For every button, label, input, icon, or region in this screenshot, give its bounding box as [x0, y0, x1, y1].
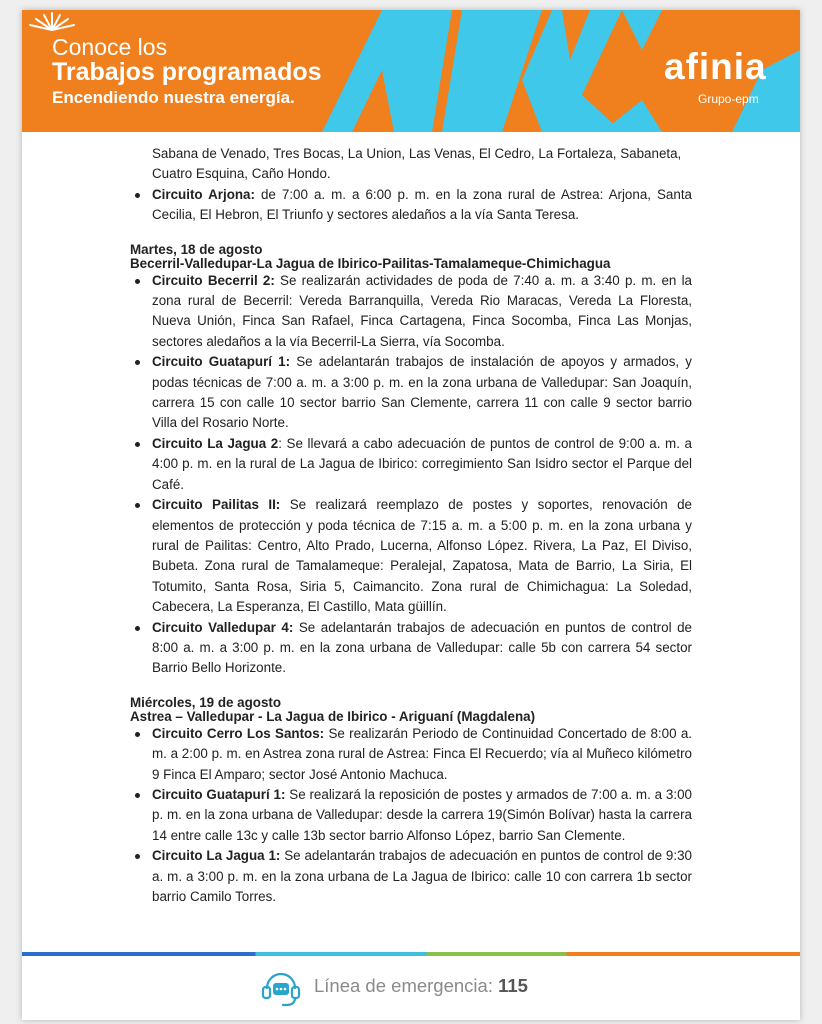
intro-list [130, 185, 692, 226]
circuit-details: Se realizarán Periodo de Continuidad Concertado de 8:00 a. m. a 2:00 p. m. en Astrea zona rural de Astrea: Finca El Recuerdo; vía al Muñeco kilómetro 9 Finca El Amparo; sector José Antonio Machuca. [152, 725, 692, 782]
list-item [130, 185, 692, 226]
section-day: Martes, 18 de agosto [130, 241, 263, 257]
color-divider [22, 952, 800, 956]
circuit-name: Circuito Valledupar 4: [152, 619, 294, 635]
circuit-details: Se realizarán actividades de poda de 7:40 a. m. a 3:40 p. m. en la zona rural de Becerril: Vereda Barranquilla, Vereda Rio Maracas, Vereda La Floresta, Nueva Unión, Finca San Rafael, Finca Cartagena, Finca Socomba, Finca Las Monjas, sectores aledaños a la vía Becerril-La Sierra, vía Socomba. [152, 272, 692, 349]
circuit-name: Circuito Guatapurí 1: [152, 354, 291, 370]
section-list [130, 724, 692, 908]
circuit-details: Se realizará reemplazo de postes y soportes, renovación de elementos de protección y poda técnica de 7:15 a. m. a 5:00 p. m. en la zona urbana y rural de Pailitas: Centro, Alto Prado, Lucerna, Alfonso López. Rivera, La Paz, El Diviso, Bubeta. Zona rural de Tamalameque: Peralejal, Zapatosa, Mata de Barrio, La Siria, El Totumito, Santa Rosa, Siria 5, Caimancito. Zona rural de Chimichagua: La Soledad, Cabecera, La Esperanza, El Castillo, Mata güillín. [152, 497, 692, 615]
circuit-details: de 7:00 a. m. a 6:00 p. m. en la zona rural de Astrea: Arjona, Santa Cecilia, El Hebron, El Triunfo y sectores aledaños a la vía Santa Teresa. [152, 186, 692, 223]
list-item [130, 495, 692, 617]
banner-slogan: Encendiendo nuestra energía. [52, 88, 295, 107]
header-banner [22, 10, 800, 132]
circuit-name: Circuito Cerro Los Santos: [152, 725, 325, 741]
circuit-details: Se adelantarán trabajos de instalación de apoyos y armados, y podas técnicas de 7:00 a. m. a 3:00 p. m. en la zona urbana de Valledupar: San Joaquín, carrera 15 con calle 10 sector barrio San Clemente, carrera 11 con calle 9 sector barrio Villa del Rosario Norte. [152, 354, 692, 431]
schedule-content [130, 144, 692, 907]
grupo-epm-logo: Grupo-epm [698, 92, 759, 106]
emergency-number: 115 [498, 975, 528, 996]
list-item [130, 434, 692, 495]
banner-line-1: Conoce los [52, 34, 168, 60]
intro-continuation: Sabana de Venado, Tres Bocas, La Union, Las Venas, El Cedro, La Fortaleza, Sabaneta, Cuatro Esquina, Caño Hondo. [152, 146, 682, 182]
list-item [130, 271, 692, 353]
circuit-name: Circuito Pailitas II: [152, 497, 281, 513]
logo-sun-icon [22, 10, 82, 32]
circuit-name: Circuito La Jagua 1: [152, 848, 281, 864]
circuit-details: Se adelantarán trabajos de adecuación en puntos de control de 9:30 a. m. a 3:00 p. m. en la zona urbana de La Jagua de Ibirico: calle 10 con carrera 1b sector barrio Camilo Torres. [152, 848, 692, 904]
headset-support-icon [260, 968, 302, 1008]
list-item [130, 618, 692, 679]
emergency-label: Línea de emergencia: [314, 975, 499, 996]
document-page [22, 10, 800, 1020]
circuit-name: Circuito Arjona: [152, 186, 255, 202]
list-item [130, 785, 692, 846]
list-item [130, 846, 692, 907]
list-item [130, 724, 692, 785]
circuit-name: Circuito Guatapurí 1: [152, 786, 286, 802]
circuit-details: Se adelantarán trabajos de adecuación en puntos de control de 8:00 a. m. a 3:00 p. m. en la zona urbana de Valledupar: calle 5b con carrera 54 sector Barrio Bello Horizonte. [152, 619, 692, 676]
circuit-name: Circuito Becerril 2: [152, 272, 275, 288]
section-title: Astrea – Valledupar - La Jagua de Ibirico - Ariguaní (Magdalena) [130, 708, 536, 724]
section-title: Becerril-Valledupar-La Jagua de Ibirico-Pailitas-Tamalameque-Chimichagua [130, 255, 611, 271]
circuit-details: : Se llevará a cabo adecuación de puntos de control de 9:00 a. m. a 4:00 p. m. en la rural de La Jagua de Ibirico: corregimiento San Isidro sector el Parque del Café. [152, 435, 692, 492]
section-list [130, 271, 692, 679]
circuit-name: Circuito La Jagua 2 [152, 435, 279, 451]
emergency-line-text [314, 975, 528, 997]
afinia-logo: afinia [664, 46, 767, 87]
section-day: Miércoles, 19 de agosto [130, 694, 282, 710]
circuit-details: Se realizará la reposición de postes y armados de 7:00 a. m. a 3:00 p. m. en la zona urbana de Valledupar: desde la carrera 19(Simón Bolívar) hasta la carrera 14 entre calle 13c y calle 13b sector barrio Alfonso López, barrio San Clemente. [152, 786, 692, 843]
list-item [130, 352, 692, 434]
banner-title: Trabajos programados [52, 58, 322, 86]
